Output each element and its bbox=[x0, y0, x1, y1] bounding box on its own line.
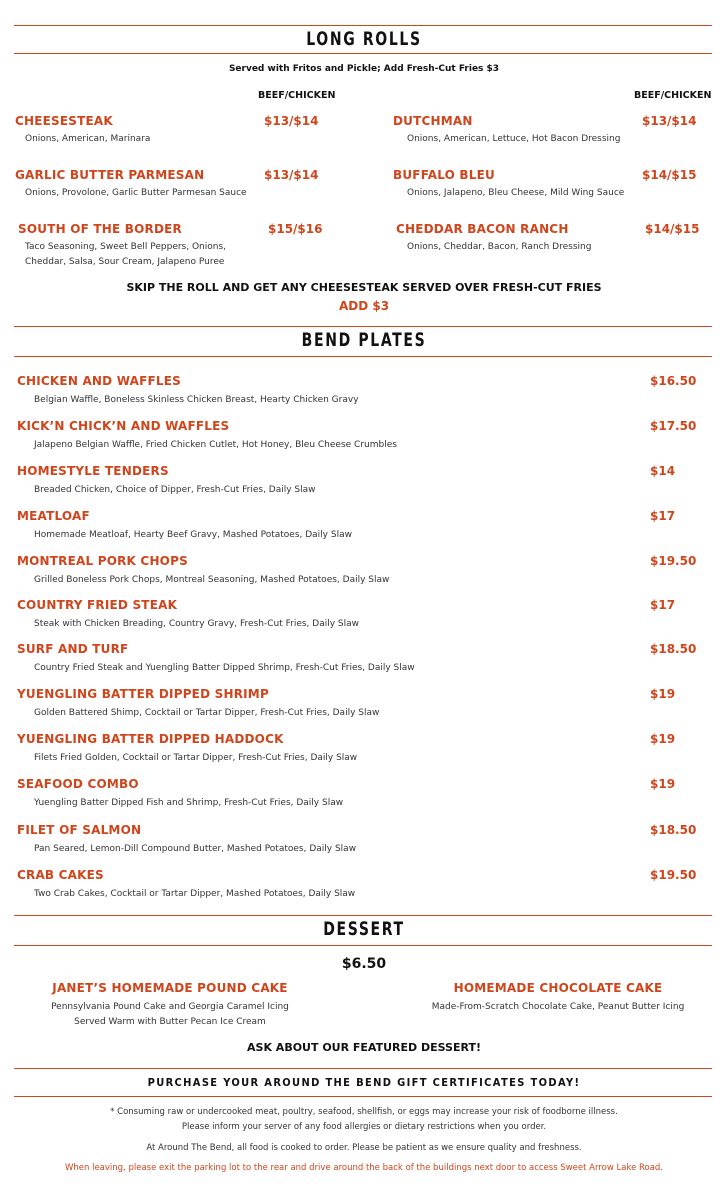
menu-item-desc: Yuengling Batter Dipped Fish and Shrimp, Fresh-Cut Fries, Daily Slaw bbox=[34, 798, 344, 808]
dessert-item-name: HOMEMADE CHOCOLATE CAKE bbox=[453, 981, 663, 995]
menu-item-name: BUFFALO BLEU bbox=[393, 168, 495, 182]
menu-item-price: $13/$14 bbox=[264, 114, 319, 128]
skip-roll-price: ADD $3 bbox=[338, 299, 390, 313]
divider bbox=[14, 356, 712, 357]
menu-item-desc: Onions, Provolone, Garlic Butter Parmesan Sauce bbox=[25, 188, 247, 198]
column-header-left: BEEF/CHICKEN bbox=[258, 90, 336, 101]
menu-item-price: $13/$14 bbox=[642, 114, 697, 128]
menu-item-name: DUTCHMAN bbox=[393, 114, 473, 128]
menu-item-name: CRAB CAKES bbox=[17, 868, 104, 882]
menu-item-price: $17.50 bbox=[650, 419, 697, 433]
featured-dessert-note: ASK ABOUT OUR FEATURED DESSERT! bbox=[247, 1041, 481, 1054]
menu-item-price: $19 bbox=[650, 732, 676, 746]
menu-item-price: $19 bbox=[650, 777, 676, 791]
menu-item-name: GARLIC BUTTER PARMESAN bbox=[15, 168, 205, 182]
menu-item-price: $18.50 bbox=[650, 823, 697, 837]
menu-item-name: SEAFOOD COMBO bbox=[17, 777, 139, 791]
divider bbox=[14, 945, 712, 946]
menu-item-price: $17 bbox=[650, 598, 676, 612]
menu-item-name: CHEDDAR BACON RANCH bbox=[396, 222, 569, 236]
menu-item-price: $19.50 bbox=[650, 868, 697, 882]
dessert-price: $6.50 bbox=[341, 956, 387, 972]
dessert-item-desc: Made-From-Scratch Chocolate Cake, Peanut Butter Icing bbox=[431, 1002, 685, 1012]
column-header-right: BEEF/CHICKEN bbox=[634, 90, 712, 101]
gift-certificate-banner: PURCHASE YOUR AROUND THE BEND GIFT CERTIFICATES TODAY! bbox=[147, 1076, 581, 1089]
menu-item-desc: Homemade Meatloaf, Hearty Beef Gravy, Mashed Potatoes, Daily Slaw bbox=[34, 530, 352, 540]
menu-item-price: $13/$14 bbox=[264, 168, 319, 182]
menu-item-name: KICK’N CHICK’N AND WAFFLES bbox=[17, 419, 230, 433]
long-rolls-title: LONG ROLLS bbox=[306, 28, 422, 50]
divider bbox=[14, 25, 712, 26]
footer-exit-directions: When leaving, please exit the parking lot to the rear and drive around the back of the buildings next door to access Sweet Arrow Lake Road. bbox=[64, 1163, 664, 1173]
footer-warning: * Consuming raw or undercooked meat, poultry, seafood, shellfish, or eggs may increase your risk of foodborne illness. bbox=[110, 1107, 618, 1117]
divider bbox=[14, 1068, 712, 1069]
menu-item-name: YUENGLING BATTER DIPPED HADDOCK bbox=[17, 732, 284, 746]
menu-item-desc: Filets Fried Golden, Cocktail or Tartar Dipper, Fresh-Cut Fries, Daily Slaw bbox=[34, 753, 358, 763]
menu-item-desc: Country Fried Steak and Yuengling Batter Dipped Shrimp, Fresh-Cut Fries, Daily Slaw bbox=[34, 663, 415, 673]
dessert-title: DESSERT bbox=[323, 918, 405, 940]
menu-item-name: YUENGLING BATTER DIPPED SHRIMP bbox=[17, 687, 269, 701]
menu-item-price: $15/$16 bbox=[268, 222, 323, 236]
menu-item-desc: Grilled Boneless Pork Chops, Montreal Seasoning, Mashed Potatoes, Daily Slaw bbox=[34, 575, 390, 585]
divider bbox=[14, 915, 712, 916]
dessert-item-name: JANET’S HOMEMADE POUND CAKE bbox=[52, 981, 288, 995]
menu-item-price: $14/$15 bbox=[645, 222, 700, 236]
menu-item-price: $19.50 bbox=[650, 554, 697, 568]
menu-item-desc: Onions, American, Marinara bbox=[25, 134, 151, 144]
divider bbox=[14, 53, 712, 54]
menu-item-desc: Belgian Waffle, Boneless Skinless Chicken Breast, Hearty Chicken Gravy bbox=[34, 395, 359, 405]
menu-item-price: $14 bbox=[650, 464, 676, 478]
menu-item-name: COUNTRY FRIED STEAK bbox=[17, 598, 178, 612]
menu-item-name: MEATLOAF bbox=[17, 509, 90, 523]
menu-item-desc: Two Crab Cakes, Cocktail or Tartar Dipper, Mashed Potatoes, Daily Slaw bbox=[34, 889, 356, 899]
footer-cooked-to-order: At Around The Bend, all food is cooked to order. Please be patient as we ensure quality and freshness. bbox=[146, 1143, 582, 1153]
skip-roll-note: SKIP THE ROLL AND GET ANY CHEESESTEAK SERVED OVER FRESH-CUT FRIES bbox=[126, 281, 602, 294]
long-rolls-note: Served with Fritos and Pickle; Add Fresh-Cut Fries $3 bbox=[228, 64, 500, 74]
menu-item-price: $14/$15 bbox=[642, 168, 697, 182]
divider bbox=[14, 326, 712, 327]
menu-item-name: SURF AND TURF bbox=[17, 642, 129, 656]
menu-item-desc: Cheddar, Salsa, Sour Cream, Jalapeno Puree bbox=[25, 257, 225, 267]
menu-item-price: $19 bbox=[650, 687, 676, 701]
footer-allergy-note: Please inform your server of any food allergies or dietary restrictions when you order. bbox=[181, 1122, 547, 1132]
menu-item-desc: Steak with Chicken Breading, Country Gravy, Fresh-Cut Fries, Daily Slaw bbox=[34, 619, 359, 629]
menu-item-price: $17 bbox=[650, 509, 676, 523]
menu-item-name: HOMESTYLE TENDERS bbox=[17, 464, 169, 478]
menu-item-price: $18.50 bbox=[650, 642, 697, 656]
menu-item-desc: Golden Battered Shimp, Cocktail or Tartar Dipper, Fresh-Cut Fries, Daily Slaw bbox=[34, 708, 380, 718]
menu-item-desc: Onions, Jalapeno, Bleu Cheese, Mild Wing Sauce bbox=[407, 188, 625, 198]
dessert-item-desc: Pennsylvania Pound Cake and Georgia Caramel Icing bbox=[51, 1002, 289, 1012]
menu-item-name: FILET OF SALMON bbox=[17, 823, 142, 837]
divider bbox=[14, 1096, 712, 1097]
menu-item-desc: Onions, American, Lettuce, Hot Bacon Dressing bbox=[407, 134, 621, 144]
menu-item-desc: Pan Seared, Lemon-Dill Compound Butter, Mashed Potatoes, Daily Slaw bbox=[34, 844, 357, 854]
menu-item-price: $16.50 bbox=[650, 374, 697, 388]
menu-item-name: MONTREAL PORK CHOPS bbox=[17, 554, 188, 568]
menu-item-desc: Taco Seasoning, Sweet Bell Peppers, Onions, bbox=[25, 242, 227, 252]
menu-item-name: CHEESESTEAK bbox=[15, 114, 113, 128]
bend-plates-title: BEND PLATES bbox=[301, 329, 427, 351]
menu-item-desc: Jalapeno Belgian Waffle, Fried Chicken Cutlet, Hot Honey, Bleu Cheese Crumbles bbox=[34, 440, 397, 450]
menu-item-name: CHICKEN AND WAFFLES bbox=[17, 374, 181, 388]
dessert-item-desc: Served Warm with Butter Pecan Ice Cream bbox=[74, 1017, 266, 1027]
menu-item-name: SOUTH OF THE BORDER bbox=[18, 222, 182, 236]
menu-item-desc: Breaded Chicken, Choice of Dipper, Fresh-Cut Fries, Daily Slaw bbox=[34, 485, 316, 495]
menu-item-desc: Onions, Cheddar, Bacon, Ranch Dressing bbox=[407, 242, 592, 252]
